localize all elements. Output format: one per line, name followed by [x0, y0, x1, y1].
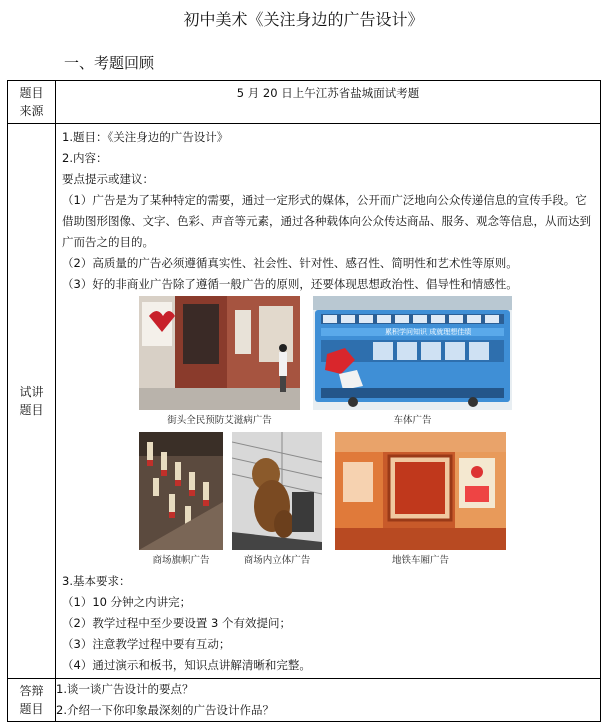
caption-street-aids: 街头全民预防艾滋病广告 — [167, 415, 272, 426]
caption-tram-body: 车体广告 — [393, 415, 432, 426]
defense-question-2: 2.介绍一下你印象最深刻的广告设计作品？ — [56, 703, 274, 717]
lecture-row — [8, 124, 601, 679]
requirement-3: （3）注意教学过程中要有互动； — [62, 637, 231, 651]
section-heading: 一、考题回顾 — [64, 54, 155, 72]
requirement-4: （4）通过演示和板书，知识点讲解清晰和完整。 — [62, 658, 311, 672]
lecture-label — [8, 124, 56, 679]
caption-subway-car: 地铁车厢广告 — [391, 555, 449, 566]
requirement-1: （1）10 分钟之内讲完； — [62, 595, 192, 609]
caption-mall-3d: 商场内立体广告 — [243, 555, 311, 566]
topic-line: 1.题目：《关注身边的广告设计》 — [62, 130, 229, 144]
point-1: （1）广告是为了某种特定的需要，通过一定形式的媒体，公开而广泛地向公众传递信息的宣传手段。它借助图形图像、文字、色彩、声音等元素，通过各种载体向公众传达商品、服务、观念等信息，从而达到广而告之的目的。 — [62, 193, 591, 249]
lecture-label-line1: 试讲 — [19, 385, 44, 399]
defense-label-line2: 题目 — [19, 702, 44, 716]
tram-body-ad-photo — [313, 296, 512, 410]
point-2: （2）高质量的广告必须遵循真实性、社会性、针对性、感召性、简明性和艺术性等原则。 — [62, 256, 518, 270]
requirement-2: （2）教学过程中至少要设置 3 个有效提问； — [62, 616, 291, 630]
defense-label-line1: 答辩 — [19, 684, 44, 698]
lecture-label-line2: 题目 — [19, 403, 44, 417]
source-label-line2: 来源 — [19, 104, 44, 118]
caption-mall-flag: 商场旗帜广告 — [152, 555, 210, 566]
exam-table — [7, 80, 601, 722]
content-heading: 2.内容： — [62, 151, 108, 165]
defense-label — [8, 679, 56, 722]
source-row — [8, 81, 601, 124]
tips-heading: 要点提示或建议： — [62, 172, 154, 186]
street-aids-ad-photo — [139, 296, 300, 410]
point-3: （3）好的非商业广告除了遵循一般广告的原则，还要体现思想政治性、倡导性和情感性。 — [62, 277, 518, 291]
mall-3d-ad-photo — [232, 432, 322, 550]
image-row-2 — [56, 431, 600, 571]
image-row-1 — [56, 295, 600, 431]
tram-banner-text: 累积学问知识 成就理想佳绩 — [385, 328, 472, 336]
mall-flag-ad-photo — [139, 432, 223, 550]
requirements-heading: 3.基本要求： — [62, 574, 131, 588]
defense-questions — [56, 679, 601, 722]
defense-row — [8, 679, 601, 722]
defense-question-1: 1.谈一谈广告设计的要点？ — [56, 682, 194, 696]
page-title: 初中美术《关注身边的广告设计》 — [183, 10, 424, 29]
subway-car-ad-photo — [335, 432, 506, 550]
lecture-content — [56, 124, 601, 679]
source-value: 5 月 20 日上午江苏省盐城面试考题 — [56, 81, 601, 124]
source-label-line1: 题目 — [19, 86, 44, 100]
source-label — [8, 81, 56, 124]
